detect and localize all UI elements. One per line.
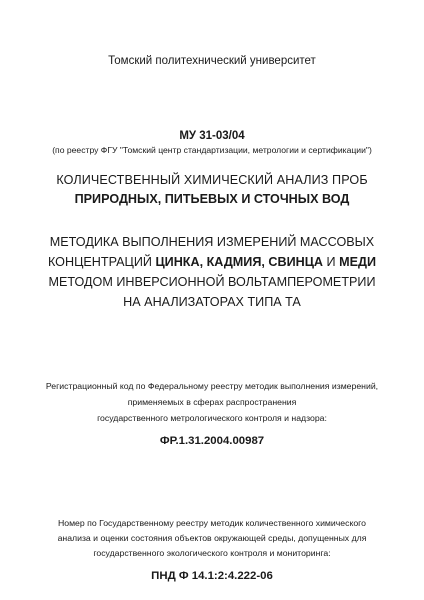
document-number: МУ 31-03/04 xyxy=(179,130,245,142)
federal-registry-line-2: применяемых в сферах распространения xyxy=(127,397,297,407)
method-line-2-prefix: КОНЦЕНТРАЦИЙ xyxy=(47,255,156,269)
title-line-2: ПРИРОДНЫХ, ПИТЬЕВЫХ И СТОЧНЫХ ВОД xyxy=(74,192,350,206)
title-line-1: КОЛИЧЕСТВЕННЫЙ ХИМИЧЕСКИЙ АНАЛИЗ ПРОБ xyxy=(56,173,368,187)
organization-name: Томский политехнический университет xyxy=(108,55,316,67)
federal-registry-code: ФР.1.31.2004.00987 xyxy=(159,435,265,447)
federal-registry-line-3: государственного метрологического контроля и надзора: xyxy=(97,413,327,423)
method-elements-bold: ЦИНКА, КАДМИЯ, СВИНЦА xyxy=(155,255,324,269)
method-element-copper: МЕДИ xyxy=(339,255,377,269)
method-line-1: МЕТОДИКА ВЫПОЛНЕНИЯ ИЗМЕРЕНИЙ МАССОВЫХ xyxy=(49,235,375,249)
method-line-4: НА АНАЛИЗАТОРАХ ТИПА ТА xyxy=(123,295,301,309)
method-line-2 xyxy=(0,256,424,269)
method-line-2-and: И xyxy=(323,255,340,269)
federal-registry-line-1: Регистрационный код по Федеральному реестру методик выполнения измерений, xyxy=(45,381,379,391)
method-line-3: МЕТОДОМ ИНВЕРСИОННОЙ ВОЛЬТАМПЕРОМЕТРИИ xyxy=(48,275,376,289)
state-registry-line-3: государственного экологического контроля и мониторинга: xyxy=(93,548,331,558)
state-registry-line-2: анализа и оценки состояния объектов окружающей среды, допущенных для xyxy=(57,533,367,543)
state-registry-line-1: Номер по Государственному реестру методик количественного химического xyxy=(57,518,366,528)
state-registry-code: ПНД Ф 14.1:2:4.222-06 xyxy=(151,570,273,582)
registry-note: (по реестру ФГУ "Томский центр стандартизации, метрологии и сертификации") xyxy=(52,145,372,155)
